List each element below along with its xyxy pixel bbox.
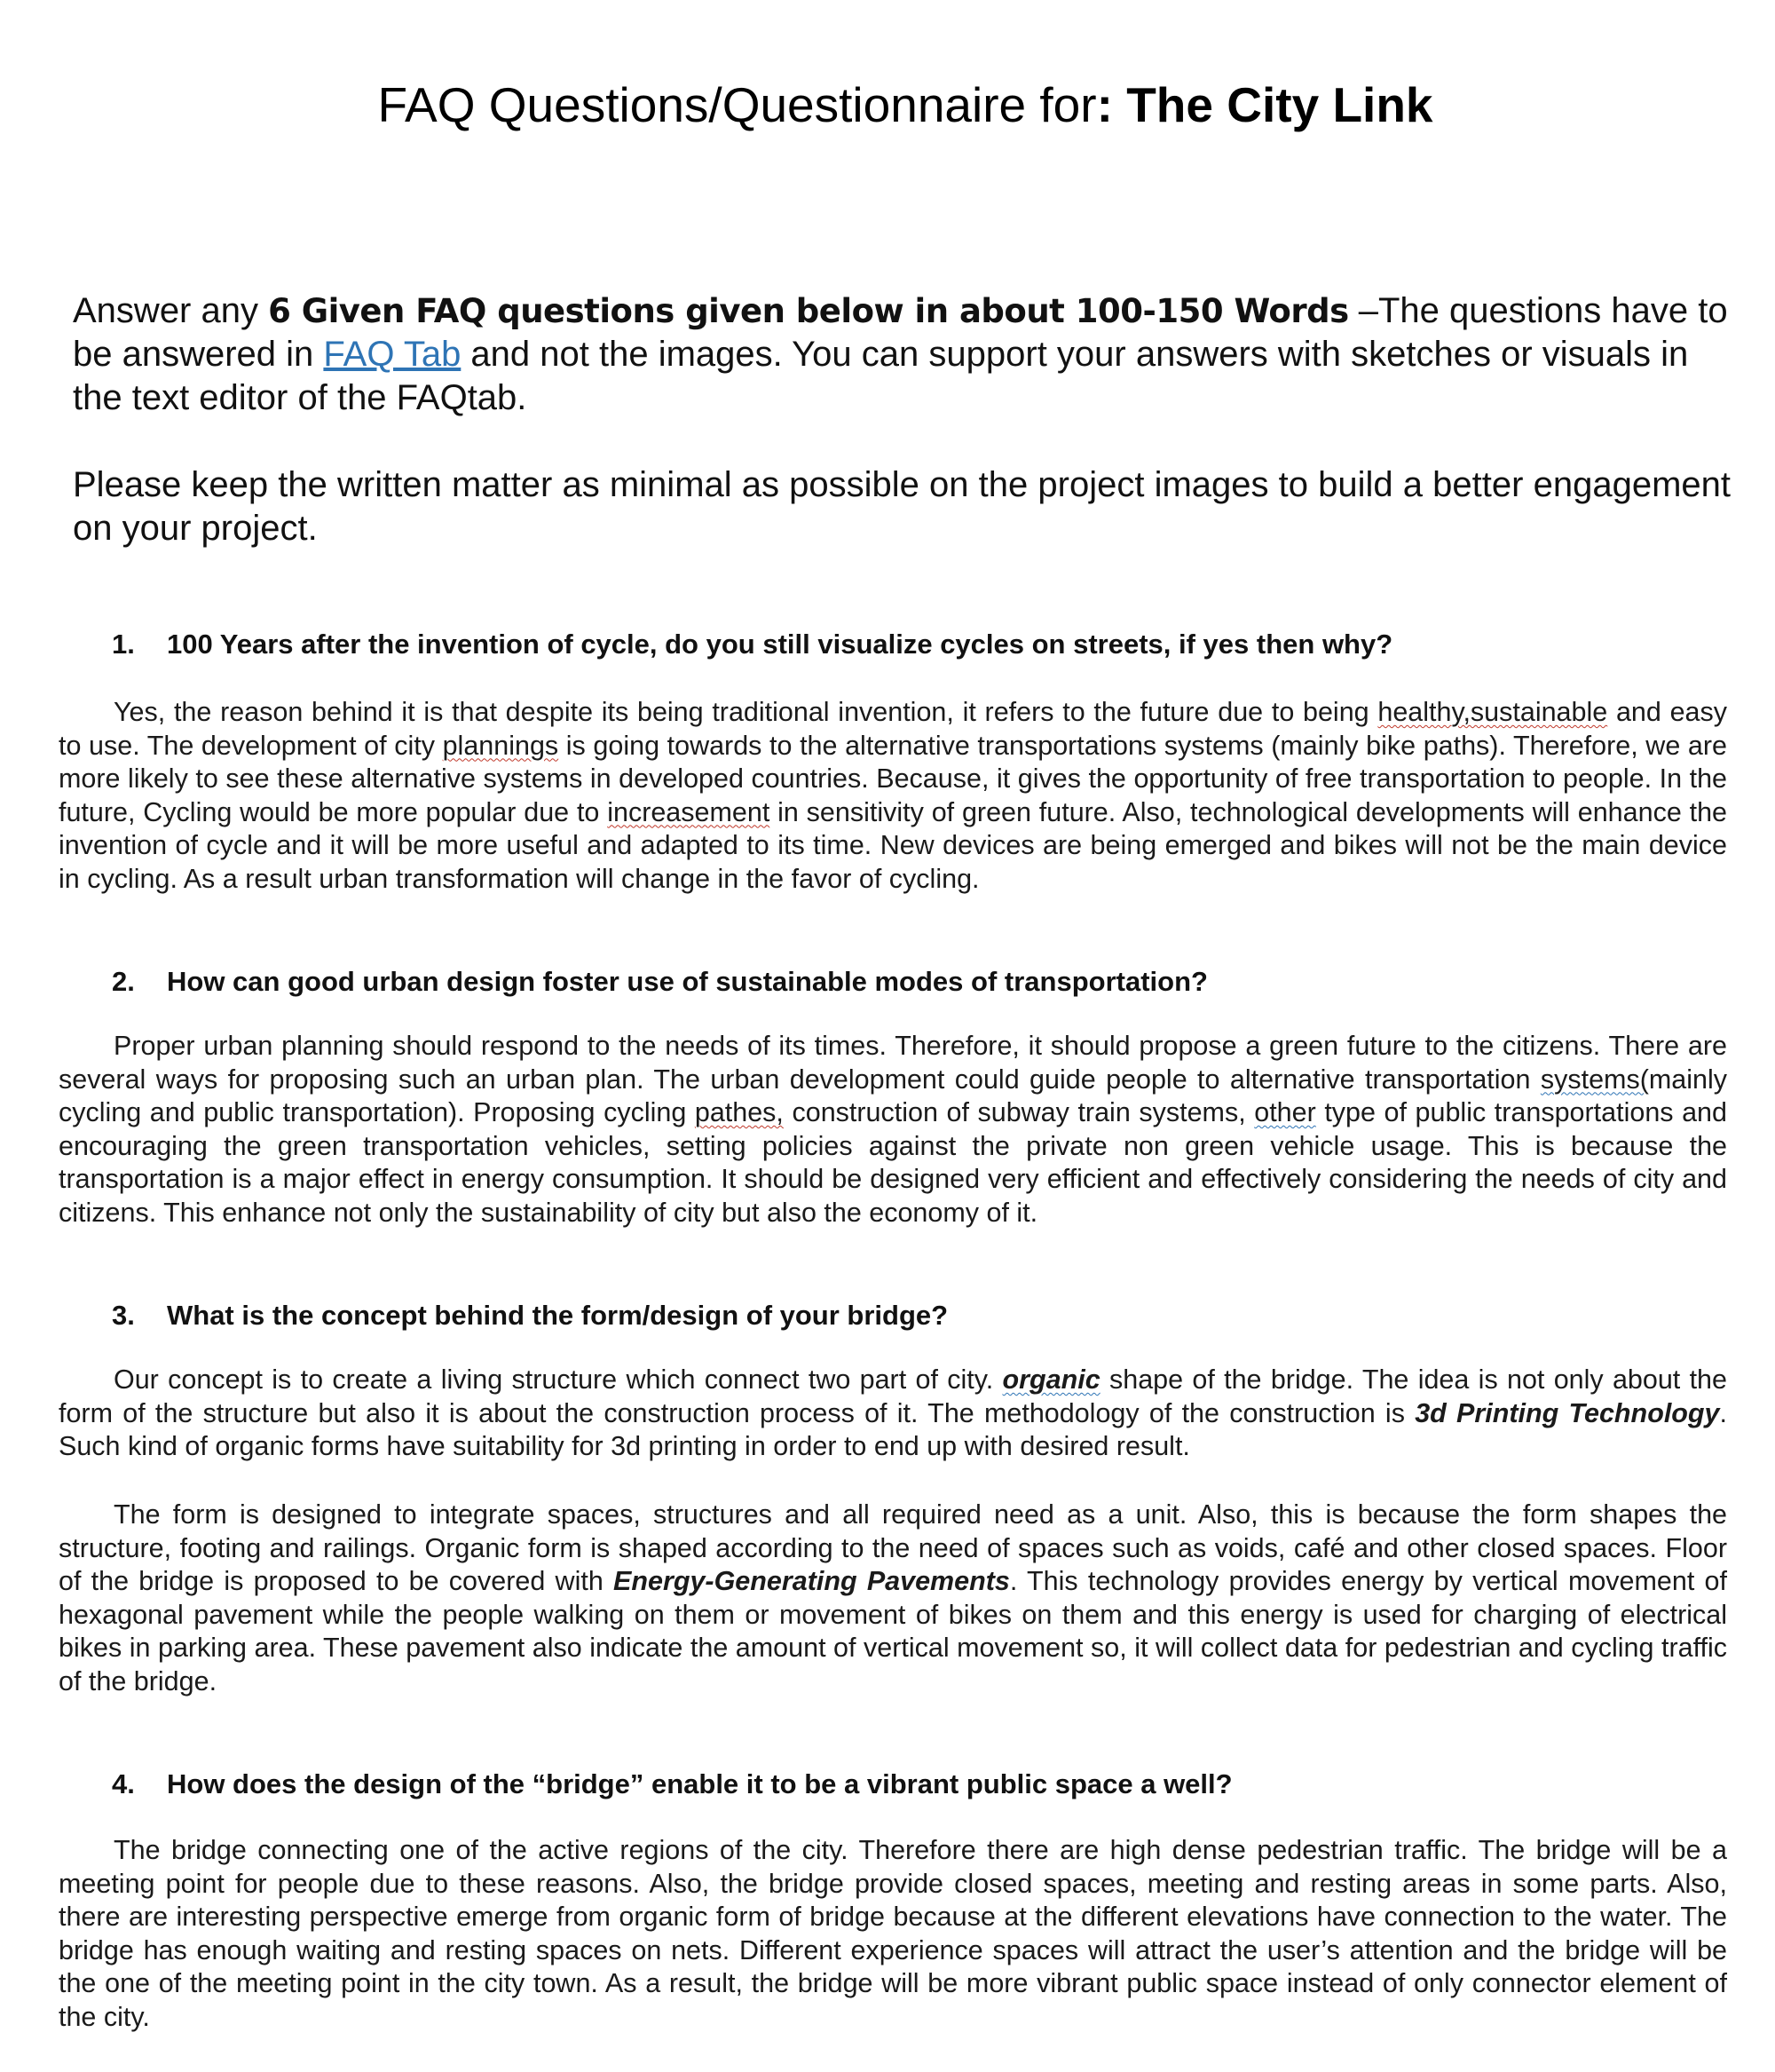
- question-text: How can good urban design foster use of sustainable modes of transportation?: [167, 966, 1208, 997]
- intro-note: Please keep the written matter as minimal as possible on the project images to build a better engagement on your project.: [73, 465, 1731, 548]
- faq-tab-link[interactable]: FAQ Tab: [323, 335, 462, 374]
- spellcheck-word: pathes,: [694, 1097, 784, 1127]
- intro-bold-requirement: 6 Given FAQ questions given below in about 100-150 Words: [268, 292, 1349, 330]
- spellcheck-word: plannings: [442, 730, 559, 761]
- spellcheck-word: systems(: [1540, 1064, 1649, 1095]
- answer-4: The bridge connecting one of the active regions of the city. Therefore there are high dense pedestrian traffic. The bridge will be a meeting point for people due to these reasons. Also, the bridge provide closed spaces, meeting and resting areas in some parts. Also, there are interesting perspective emerge from organic form of bridge because at the different elevations have connection to the water. The bridge has enough waiting and resting spaces on nets. Different experience spaces will attract the user’s attention and the bridge will be the one of the meeting point in the city town. As a result, the bridge will be more vibrant public space instead of only connector element of the city.: [59, 1835, 1727, 2032]
- question-number: 2.: [112, 966, 135, 997]
- question-number: 1.: [112, 629, 135, 660]
- answer-1: Yes, the reason behind it is that despite its being traditional invention, it refers to the future due to being healthy,sustainable and easy to use. The development of city plannings is going towards to the alternative transportations systems (mainly bike paths). Therefore, we are more likely to see these alternative systems in developed countries. Because, it gives the opportunity of free transportation to people. In the future, Cycling would be more popular due to increasement in sensitivity of green future. Also, technological developments will enhance the invention of cycle and it will be more useful and adapted to its time. New devices are being emerged and bikes will not be the main device in cycling. As a result urban transformation will change in the favor of cycling.: [59, 697, 1727, 894]
- title-project-name: The City Link: [1126, 77, 1433, 132]
- spellcheck-word: organic: [1002, 1364, 1100, 1395]
- question-text: What is the concept behind the form/design of your bridge?: [167, 1300, 949, 1331]
- question-text: How does the design of the “bridge” enable it to be a vibrant public space a well?: [167, 1768, 1233, 1799]
- intro-instructions: Answer any 6 Given FAQ questions given below in about 100-150 Words –The questions have to be answered in FAQ Tab and not the images. You can support your answers with sketches or visuals in the text editor of the FAQtab.: [73, 291, 1728, 417]
- question-number: 4.: [112, 1768, 135, 1799]
- question-number: 3.: [112, 1300, 135, 1331]
- title-prefix: FAQ Questions/Questionnaire for: [377, 77, 1097, 132]
- spellcheck-word: increasement: [607, 796, 770, 827]
- title-colon: :: [1096, 77, 1127, 132]
- emphasis-energy-pavements: Energy-Generating Pavements: [613, 1566, 1010, 1596]
- answer-2: Proper urban planning should respond to the needs of its times. Therefore, it should propose a green future to the citizens. There are several ways for proposing such an urban plan. The urban development could guide people to alternative transportation systems(mainly cycling and public transportation). Proposing cycling pathes, construction of subway train systems, other type of public transportations and encouraging the green transportation vehicles, setting policies against the private non green vehicle usage. This is because the transportation is a major effect in energy consumption. It should be designed very efficient and effectively considering the needs of city and citizens. This enhance not only the sustainability of city but also the economy of it.: [59, 1031, 1727, 1228]
- emphasis-3d-printing: 3d Printing Technology: [1415, 1397, 1720, 1428]
- spellcheck-word: other: [1254, 1097, 1316, 1127]
- answer-3-paragraph-1: Our concept is to create a living structure which connect two part of city. organic shape of the bridge. The idea is not only about the form of the structure but also it is about the construction process of it. The methodology of the construction is 3d Printing Technology. Such kind of organic forms have suitability for 3d printing in order to end up with desired result.: [59, 1364, 1728, 1461]
- question-heading-4: [112, 1767, 1709, 1802]
- question-heading-2: [112, 964, 1709, 1000]
- question-heading-1: [112, 627, 1709, 662]
- question-heading-3: [112, 1298, 1709, 1333]
- spellcheck-word: healthy,sustainable: [1377, 697, 1608, 727]
- question-text: 100 Years after the invention of cycle, do you still visualize cycles on streets, if yes then why?: [167, 629, 1393, 660]
- answer-3-paragraph-2: The form is designed to integrate spaces, structures and all required need as a unit. Also, this is because the form shapes the structure, footing and railings. Organic form is shaped according to the need of spaces such as voids, café and other closed spaces. Floor of the bridge is proposed to be covered with Energy-Generating Pavements. This technology provides energy by vertical movement of hexagonal pavement while the people walking on them or movement of bikes on them and this energy is used for charging of electrical bikes in parking area. These pavement also indicate the amount of vertical movement so, it will collect data for pedestrian and cycling traffic of the bridge.: [59, 1499, 1727, 1696]
- document-title: [0, 76, 1775, 133]
